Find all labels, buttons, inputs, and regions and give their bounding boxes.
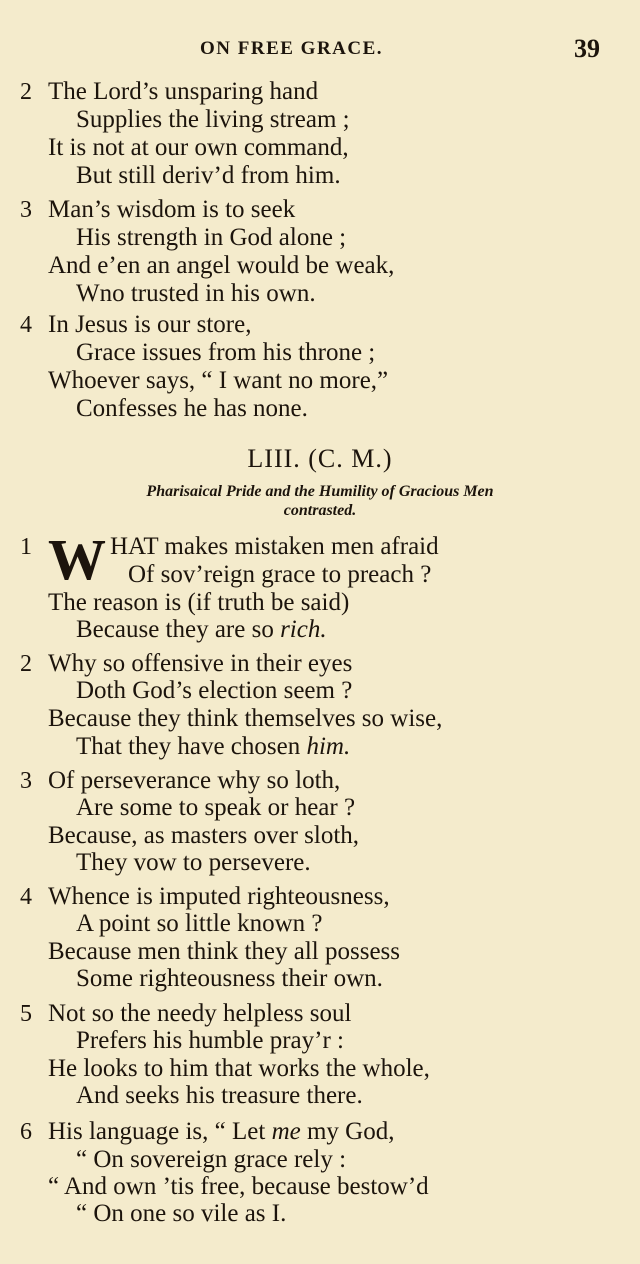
stanza-number: 4	[20, 884, 32, 910]
verse-italic: him.	[306, 733, 351, 760]
verse-line: And seeks his treasure there.	[76, 1082, 363, 1109]
verse-text: That they have chosen	[76, 733, 307, 760]
verse-line: Supplies the living stream ;	[76, 106, 350, 133]
verse-line: “ On sovereign grace rely :	[76, 1146, 347, 1173]
stanza-number: 1	[20, 534, 32, 560]
verse-text: my God,	[300, 1118, 395, 1145]
running-title: ON FREE GRACE.	[200, 38, 384, 59]
verse-line: Wno trusted in his own.	[76, 280, 316, 307]
verse-line: Why so offensive in their eyes	[48, 650, 353, 677]
verse-line: Because they think themselves so wise,	[48, 705, 443, 732]
verse-line: Whence is imputed righteousness,	[48, 883, 390, 910]
verse-line: His strength in God alone ;	[76, 224, 347, 251]
page-number: 39	[574, 34, 600, 63]
verse-line: Doth God’s election seem ?	[76, 677, 353, 704]
verse-line: Of perseverance why so loth,	[48, 767, 341, 794]
verse-line: Grace issues from his throne ;	[76, 339, 376, 366]
verse-italic: rich.	[280, 616, 327, 643]
verse-line: It is not at our own command,	[48, 134, 349, 161]
drop-cap: W	[48, 527, 106, 592]
verse-line: Because men think they all possess	[48, 938, 401, 965]
verse-line: And e’en an angel would be weak,	[48, 252, 395, 279]
verse-line: HAT makes mistaken men afraid	[110, 533, 439, 560]
verse-line	[76, 733, 350, 761]
verse-line: “ And own ’tis free, because bestow’d	[48, 1173, 429, 1200]
verse-line: Whoever says, “ I want no more,”	[48, 367, 389, 394]
stanza-number: 2	[20, 79, 32, 105]
stanza-number: 2	[20, 651, 32, 677]
stanza-number: 3	[20, 197, 32, 223]
verse-line: A point so little known ?	[76, 910, 323, 937]
hymn-heading: LIII. (C. M.)	[247, 444, 393, 473]
verse-line: Some righteousness their own.	[76, 965, 383, 992]
stanza-number: 3	[20, 768, 32, 794]
hymn-subtitle: Pharisaical Pride and the Humility of Gracious Men	[146, 483, 494, 500]
verse-line: He looks to him that works the whole,	[48, 1055, 430, 1082]
verse-line: Of sov’reign grace to preach ?	[128, 561, 432, 588]
verse-text: His language is, “ Let	[48, 1118, 272, 1145]
verse-line: But still deriv’d from him.	[76, 162, 341, 189]
verse-line: They vow to persevere.	[76, 849, 311, 876]
stanza-number: 4	[20, 312, 32, 338]
verse-line	[76, 616, 327, 644]
verse-italic: me	[271, 1118, 301, 1145]
hymn-subtitle-cont: contrasted.	[283, 502, 357, 519]
verse-line: Not so the needy helpless soul	[48, 1000, 352, 1027]
verse-line: In Jesus is our store,	[48, 311, 252, 338]
verse-line: Confesses he has none.	[76, 395, 308, 422]
verse-line: Prefers his humble pray’r :	[76, 1027, 344, 1054]
verse-line: The Lord’s unsparing hand	[48, 78, 319, 105]
verse-line: Man’s wisdom is to seek	[48, 196, 296, 223]
stanza-number: 6	[20, 1119, 32, 1145]
running-head	[0, 34, 640, 64]
verse-line	[48, 1118, 394, 1146]
verse-line: The reason is (if truth be said)	[48, 589, 350, 616]
verse-text: Because they are so	[76, 616, 281, 643]
stanza-number: 5	[20, 1001, 32, 1027]
verse-line: “ On one so vile as I.	[76, 1200, 287, 1227]
verse-line: Are some to speak or hear ?	[76, 794, 356, 821]
verse-line: Because, as masters over sloth,	[48, 822, 360, 849]
